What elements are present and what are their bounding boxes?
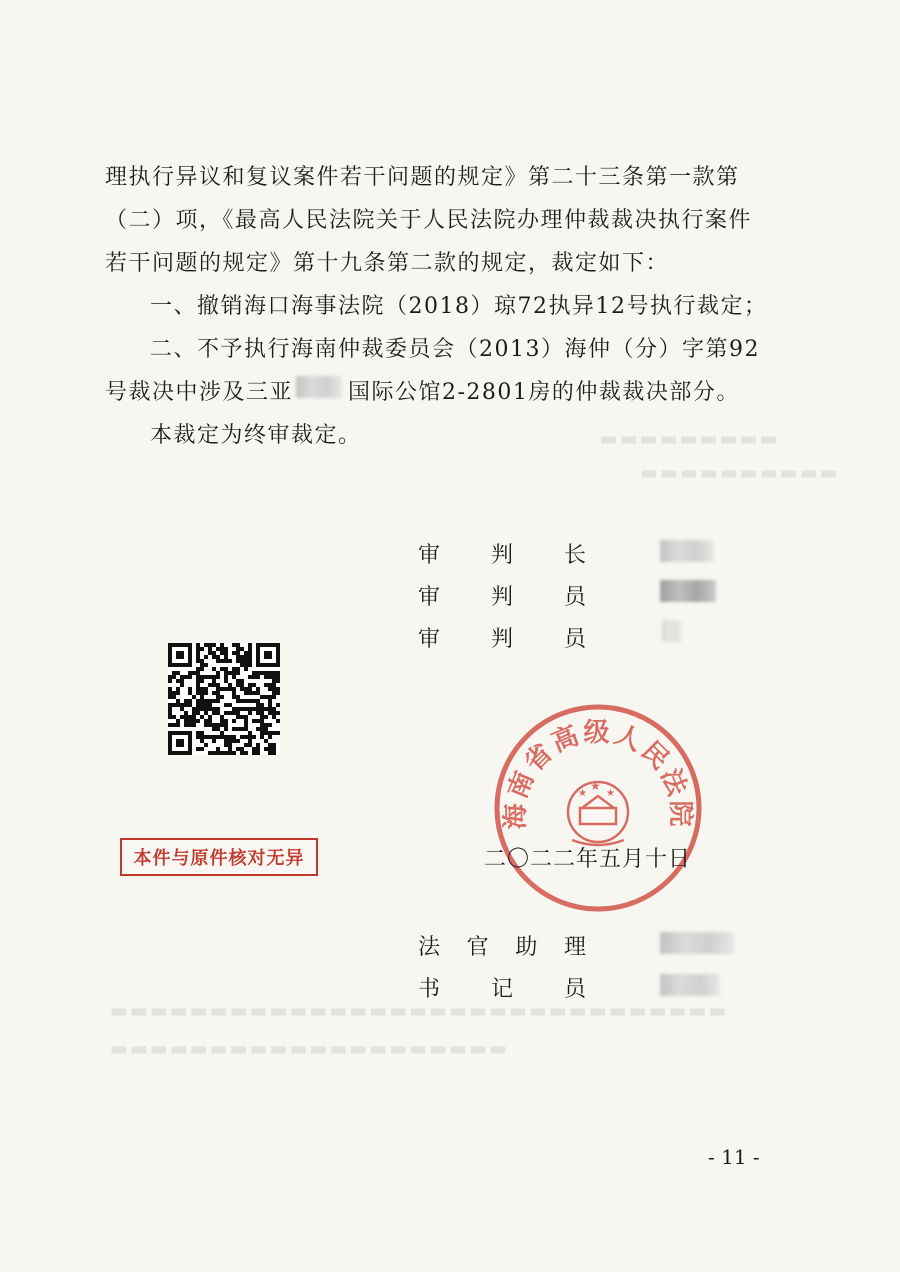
ruling-item-2: 二、不予执行海南仲裁委员会（2013）海仲（分）字第92 <box>150 337 760 362</box>
redacted-judge-1 <box>660 580 716 602</box>
redacted-presiding-judge <box>660 540 714 562</box>
redacted-judge-assistant <box>660 932 734 954</box>
national-emblem-icon <box>568 779 628 845</box>
judge-row-2 <box>418 622 586 653</box>
presiding-judge-label: 审判长 <box>418 543 586 568</box>
ruling-date: 二〇二二年五月十日 <box>484 847 692 872</box>
body-line-1: 理执行异议和复议案件若干问题的规定》第二十三条第一款第 <box>105 165 740 190</box>
redacted-name <box>296 376 342 398</box>
redacted-clerk <box>660 974 720 996</box>
bleed-through-text: ▬▬▬▬▬▬▬▬▬▬ <box>640 462 840 484</box>
judge-assistant-row <box>418 930 586 961</box>
clerk-label: 书记员 <box>418 977 586 1002</box>
court-seal <box>490 700 705 915</box>
clerk-row <box>418 972 586 1003</box>
judge-label-1: 审判员 <box>418 585 586 610</box>
svg-text:★: ★ <box>578 788 587 799</box>
ruling-item-2-continued: 号裁决中涉及三亚 <box>105 380 294 405</box>
seal-text: 海南省高级人民法院 <box>500 717 696 830</box>
bleed-through-text: ▬▬▬▬▬▬▬▬▬▬▬▬▬▬▬▬▬▬▬▬ <box>110 1038 510 1060</box>
body-line-2: （二）项，《最高人民法院关于人民法院办理仲裁裁决执行案件 <box>105 208 753 233</box>
final-ruling: 本裁定为终审裁定。 <box>150 423 362 448</box>
presiding-judge-row <box>418 538 586 569</box>
judge-label-2: 审判员 <box>418 627 586 652</box>
redacted-judge-2 <box>662 620 682 642</box>
page-number: - 11 - <box>708 1145 760 1169</box>
ruling-item-1: 一、撤销海口海事法院（2018）琼72执异12号执行裁定； <box>150 294 768 319</box>
svg-text:★: ★ <box>606 788 615 799</box>
svg-text:★: ★ <box>590 779 601 793</box>
bleed-through-text: ▬▬▬▬▬▬▬▬▬ <box>600 428 780 450</box>
body-line-3: 若干问题的规定》第十九条第二款的规定，裁定如下： <box>105 251 670 276</box>
certified-copy-stamp: 本件与原件核对无异 <box>120 838 318 876</box>
ruling-item-2-end: 国际公馆2-2801房的仲裁裁决部分。 <box>348 380 740 405</box>
bleed-through-text: ▬▬▬▬▬▬▬▬▬▬▬▬▬▬▬▬▬▬▬▬▬▬▬▬▬▬▬▬▬▬▬ <box>110 1000 729 1022</box>
judge-row-1 <box>418 580 586 611</box>
judge-assistant-label: 法官助理 <box>418 935 586 960</box>
qr-code <box>168 643 280 755</box>
